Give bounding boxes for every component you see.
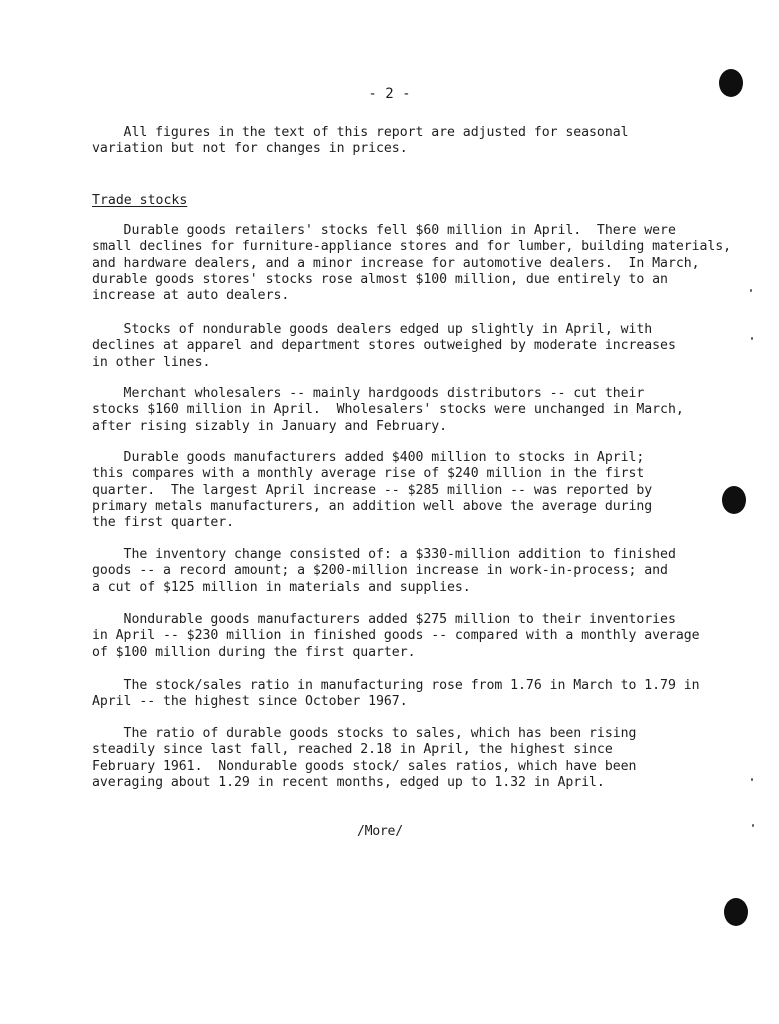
- text-line: Nondurable goods manufacturers added $275 million to their inventories: [92, 612, 676, 627]
- text-line: The stock/sales ratio in manufacturing rose from 1.76 in March to 1.79 in: [92, 678, 700, 693]
- section-heading: Trade stocks: [92, 193, 188, 208]
- paragraph-durable-manufacturers: [92, 450, 752, 531]
- paragraph-inventory-change: [92, 547, 752, 596]
- intro-paragraph: [92, 125, 752, 158]
- paragraph-wholesalers: [92, 386, 752, 435]
- text-line: small declines for furniture-appliance stores and for lumber, building materials,: [92, 239, 732, 255]
- text-line: the first quarter.: [92, 515, 235, 531]
- text-line: after rising sizably in January and February.: [92, 418, 448, 434]
- text-line: in other lines.: [92, 354, 211, 370]
- text-line: The ratio of durable goods stocks to sales, which has been rising: [92, 726, 637, 741]
- text-line: Durable goods retailers' stocks fell $60 million in April. There were: [92, 223, 676, 238]
- text-line: April -- the highest since October 1967.: [92, 694, 408, 710]
- text-line: declines at apparel and department stores outweighed by moderate increases: [92, 338, 676, 354]
- more-indicator: /More/: [357, 824, 403, 839]
- text-line: and hardware dealers, and a minor increase for automotive dealers. In March,: [92, 255, 700, 271]
- paragraph-stock-sales-ratio: [92, 678, 752, 711]
- text-line: variation but not for changes in prices.: [92, 141, 408, 157]
- text-line: this compares with a monthly average rise of $240 million in the first: [92, 466, 645, 482]
- paragraph-nondurable-dealers: [92, 322, 752, 371]
- text-line: Stocks of nondurable goods dealers edged up slightly in April, with: [92, 322, 653, 337]
- text-line: in April -- $230 million in finished goods -- compared with a monthly average: [92, 628, 700, 644]
- text-line: durable goods stores' stocks rose almost $100 million, due entirely to an: [92, 271, 668, 287]
- text-line: Durable goods manufacturers added $400 million to stocks in April;: [92, 450, 645, 465]
- text-line: of $100 million during the first quarter.: [92, 644, 416, 660]
- text-line: All figures in the text of this report are adjusted for seasonal: [92, 125, 629, 140]
- text-line: Merchant wholesalers -- mainly hardgoods distributors -- cut their: [92, 386, 645, 401]
- punch-hole-bottom: [724, 898, 748, 926]
- punch-hole-top: [719, 69, 743, 97]
- scan-speck: [752, 824, 754, 827]
- text-line: steadily since last fall, reached 2.18 in April, the highest since: [92, 742, 613, 758]
- text-line: goods -- a record amount; a $200-million increase in work-in-process; and: [92, 563, 668, 579]
- text-line: quarter. The largest April increase -- $285 million -- was reported by: [92, 482, 653, 498]
- paragraph-nondurable-manufacturers: [92, 612, 752, 661]
- paragraph-durable-ratio: [92, 726, 752, 791]
- text-line: averaging about 1.29 in recent months, edged up to 1.32 in April.: [92, 774, 605, 790]
- paragraph-retailers: [92, 223, 752, 304]
- page-number: - 2 -: [368, 86, 411, 102]
- text-line: increase at auto dealers.: [92, 288, 290, 304]
- text-line: primary metals manufacturers, an addition well above the average during: [92, 498, 653, 514]
- text-line: February 1961. Nondurable goods stock/ sales ratios, which have been: [92, 758, 637, 774]
- text-line: The inventory change consisted of: a $330-million addition to finished: [92, 547, 676, 562]
- text-line: stocks $160 million in April. Wholesalers' stocks were unchanged in March,: [92, 402, 684, 418]
- text-line: a cut of $125 million in materials and supplies.: [92, 579, 471, 595]
